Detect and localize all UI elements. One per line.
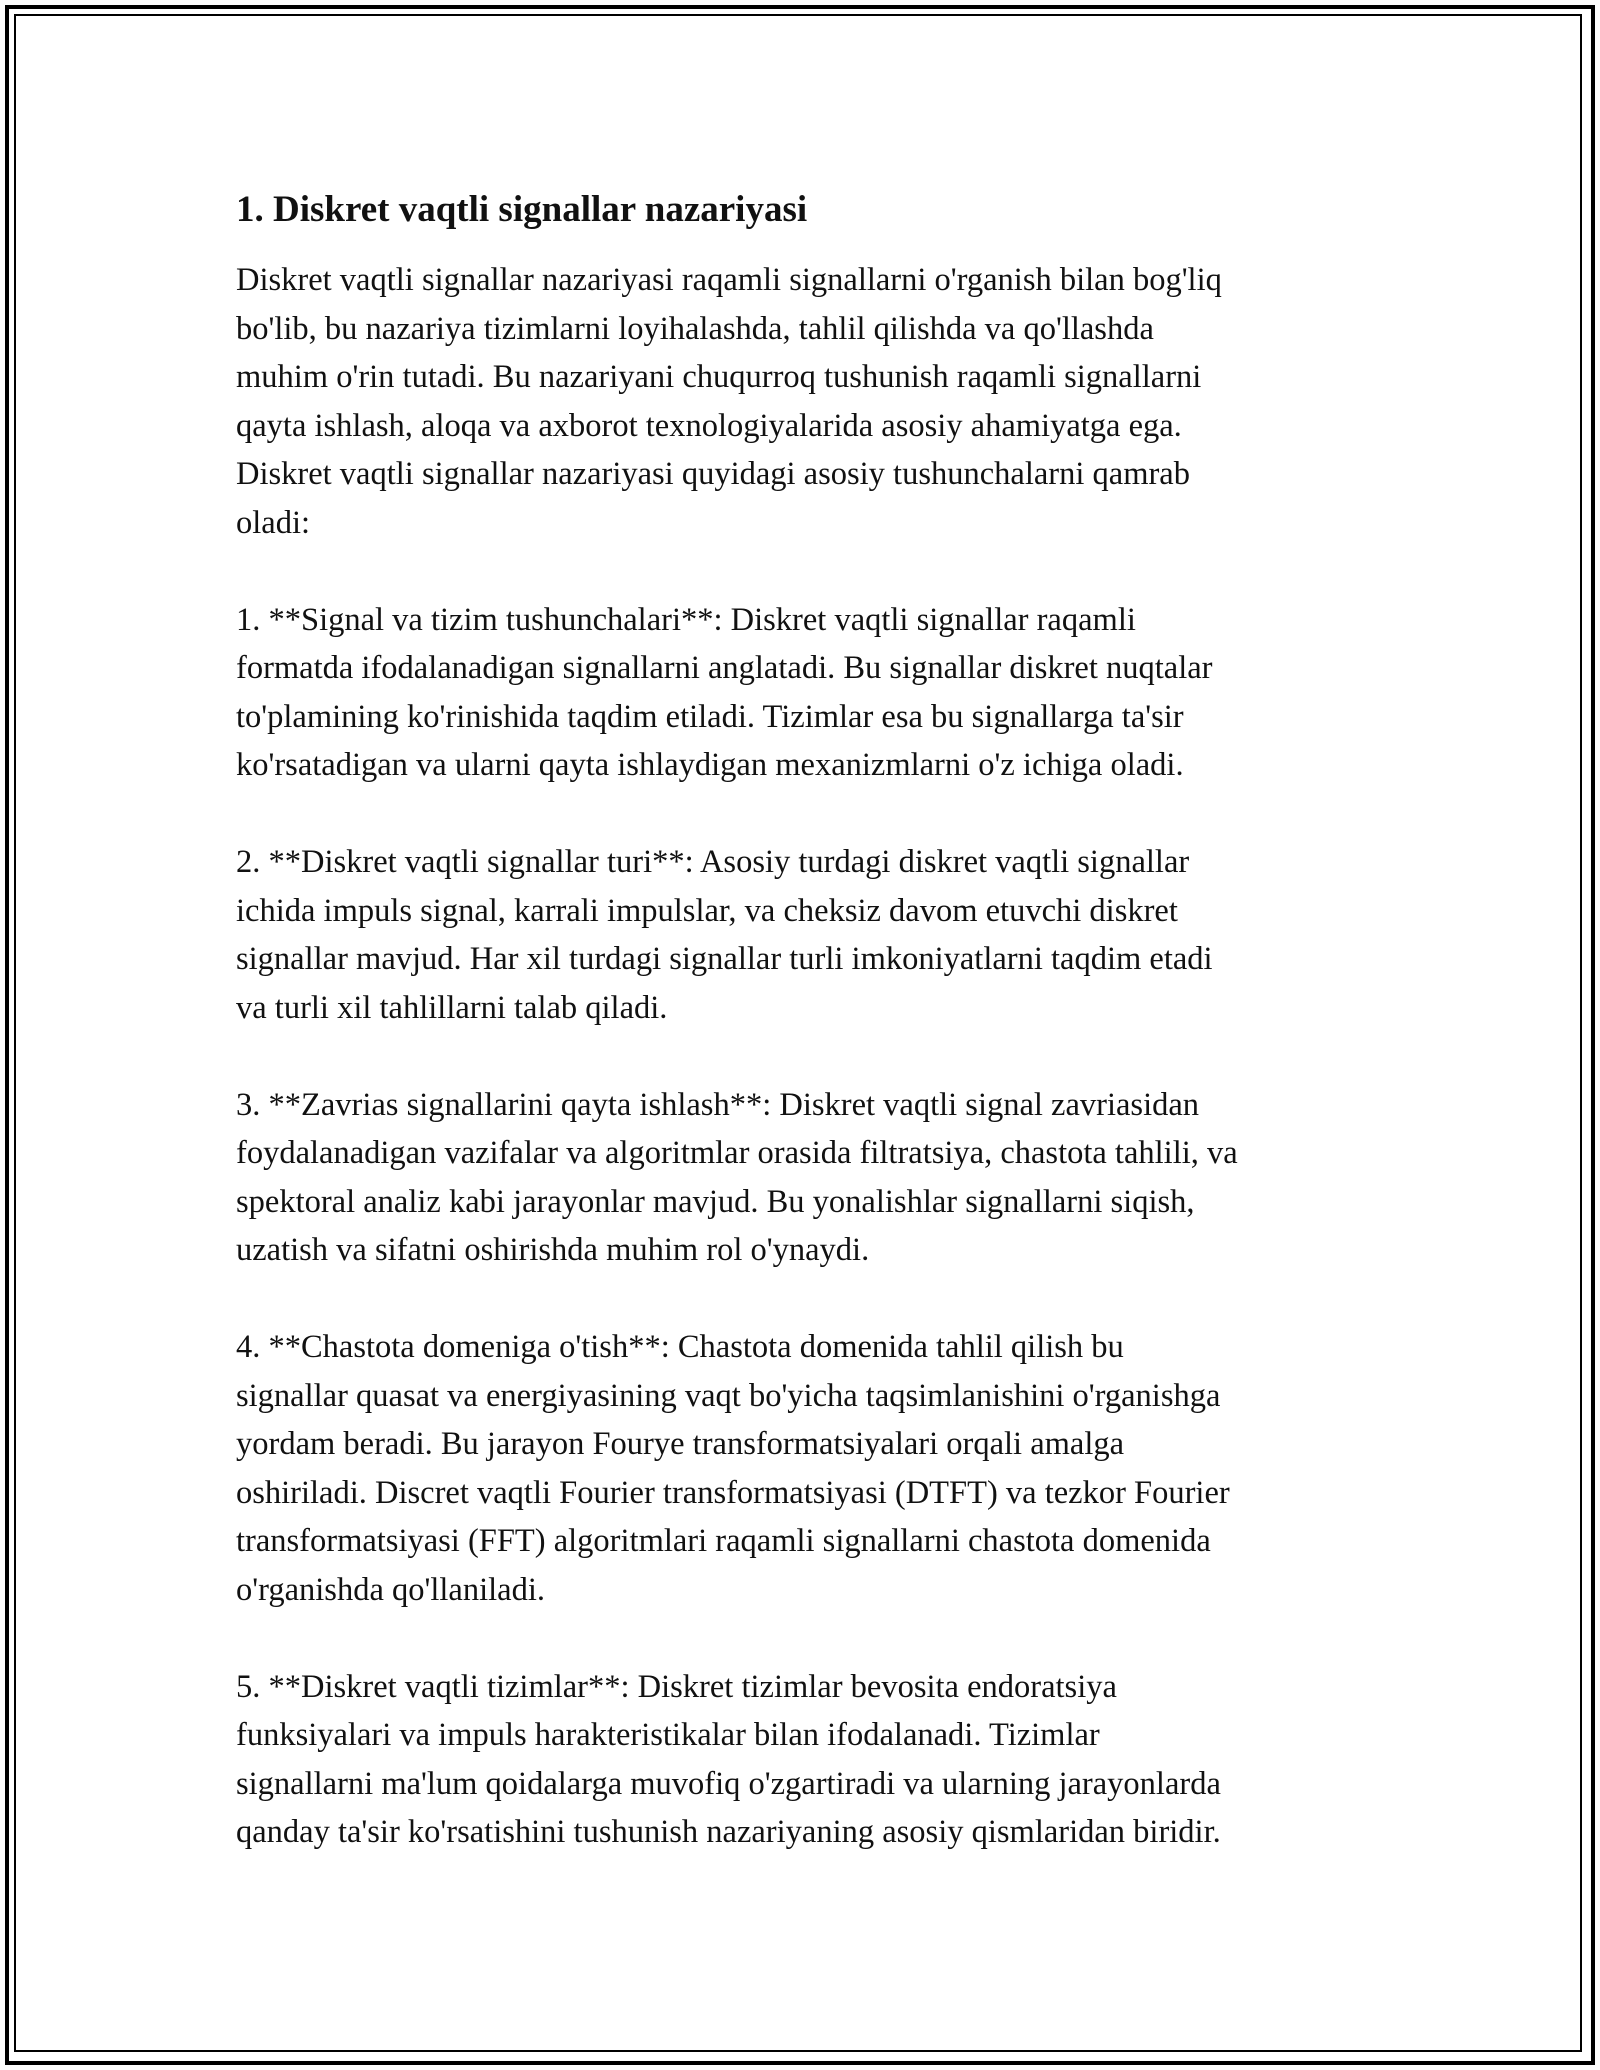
list-item-signal-types: 2. **Diskret vaqtli signallar turi**: Asosiy turdagi diskret vaqtli signallar ichida impuls signal, karrali impulslar, va cheksiz davom etuvchi diskret signallar mavjud. Har xil turdagi signallar turli imkoniyatlarni taqdim etadi va turli xil tahlillarni talab qiladi. (236, 844, 1213, 1026)
intro-paragraph: Diskret vaqtli signallar nazariyasi raqamli signallarni o'rganish bilan bog'liq bo'lib, bu nazariya tizimlarni loyihalashda, tahlil qilishda va qo'llashda muhim o'rin tutadi. Bu nazariyani chuqurroq tushunish raqamli signallarni qayta ishlash, aloqa va axborot texnologiyalarida asosiy ahamiyatga ega. Diskret vaqtli signallar nazariyasi quyidagi asosiy tushunchalarni qamrab oladi: (236, 262, 1222, 541)
document-body (236, 186, 1376, 1905)
list-item-signal-and-system: 1. **Signal va tizim tushunchalari**: Diskret vaqtli signallar raqamli formatda ifodalanadigan signallarni anglatadi. Bu signallar diskret nuqtalar to'plamining ko'rinishida taqdim etiladi. Tizimlar esa bu signallarga ta'sir ko'rsatadigan va ularni qayta ishlaydigan mexanizmlarni o'z ichiga oladi. (236, 601, 1213, 783)
document-title: 1. Diskret vaqtli signallar nazariyasi (236, 189, 808, 230)
list-item-signal-processing: 3. **Zavrias signallarini qayta ishlash**: Diskret vaqtli signal zavriasidan foydalanadigan vazifalar va algoritmlar orasida filtratsiya, chastota tahlili, va spektoral analiz kabi jarayonlar mavjud. Bu yonalishlar signallarni siqish, uzatish va sifatni oshirishda muhim rol o'ynaydi. (236, 1086, 1238, 1268)
list-item-frequency-domain: 4. **Chastota domeniga o'tish**: Chastota domenida tahlil qilish bu signallar quasat va energiyasining vaqt bo'yicha taqsimlanishini o'rganishga yordam beradi. Bu jarayon Fourye transformatsiyalari orqali amalga oshiriladi. Discret vaqtli Fourier transformatsiyasi (DTFT) va tezkor Fourier transformatsiyasi (FFT) algoritmlari raqamli signallarni chastota domenida o'rganishda qo'llaniladi. (236, 1329, 1230, 1608)
list-item-discrete-systems: 5. **Diskret vaqtli tizimlar**: Diskret tizimlar bevosita endoratsiya funksiyalari va impuls harakteristikalar bilan ifodalanadi. Tizimlar signallarni ma'lum qoidalarga muvofiq o'zgartiradi va ularning jarayonlarda qanday ta'sir ko'rsatishini tushunish nazariyaning asosiy qismlaridan biridir. (236, 1668, 1221, 1850)
